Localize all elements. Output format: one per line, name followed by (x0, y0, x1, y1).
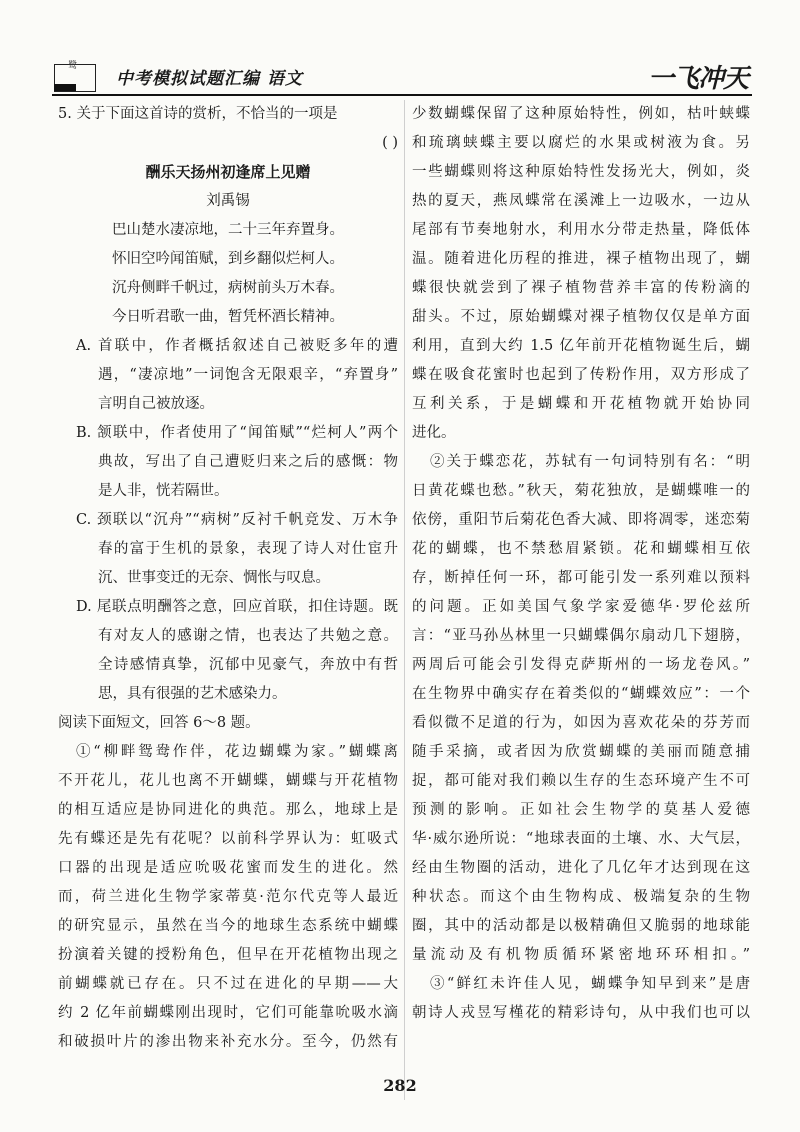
passage-line: 朝诗人戎昱写槿花的精彩诗句，从中我们也可以 (412, 1005, 750, 1021)
passage-line: 扮演着关键的授粉角色，但早在开花植物出现之 (58, 947, 398, 963)
passage-line: 随手采摘，或者因为欣赏蝴蝶的美丽而随意捕 (412, 744, 750, 760)
poem-author: 刘禹锡 (206, 193, 250, 209)
poem-line: 巴山楚水凄凉地，二十三年弃置身。 (112, 222, 344, 238)
passage-line: 的研究显示，虽然在当今的地球生态系统中蝴蝶 (58, 918, 398, 934)
passage-line: 少数蝴蝶保留了这种原始特性，例如，枯叶蛱蝶 (412, 106, 750, 122)
option-b-line: 是人非，恍若隔世。 (98, 483, 229, 499)
series-brand: 一飞冲天 (647, 64, 748, 94)
option-d-line: 全诗感情真挚，沉郁中见豪气，奔放中有哲 (98, 657, 398, 673)
poem-title: 酬乐天扬州初逢席上见赠 (145, 163, 311, 181)
passage-line: 不开花儿，花儿也离不开蝴蝶，蝴蝶与开花植物 (58, 773, 398, 789)
passage-line: ②关于蝶恋花，苏轼有一句词特别有名：“明 (430, 454, 750, 470)
passage-line: 花的蝴蝶，也不禁愁眉紧锁。花和蝴蝶相互依 (412, 541, 750, 557)
logo-text: 鹭 (68, 61, 78, 71)
option-c: C. 颈联以“沉舟”“病树”反衬千帆竞发、万木争 (76, 512, 398, 528)
passage-line: 口器的出现是适应吮吸花蜜而发生的进化。然 (58, 860, 398, 876)
passage-line: 量流动及有机物质循环紧密地环环相扣。” (412, 947, 750, 963)
passage-line: ③“鲜红未许佳人见，蝴蝶争知早到来”是唐 (430, 976, 750, 992)
option-d: D. 尾联点明酬答之意，回应首联，扣住诗题。既 (76, 599, 398, 615)
passage-line: 甜头。不过，原始蝴蝶对裸子植物仅仅是单方面 (412, 309, 750, 325)
option-a: A. 首联中，作者概括叙述自己被贬多年的遭 (76, 338, 398, 354)
passage-line: 圈，其中的活动都是以极精确但又脆弱的地球能 (412, 918, 750, 934)
option-c-line: 沉、世事变迁的无奈、惆怅与叹息。 (98, 570, 330, 586)
option-d-line: 思，具有很强的艺术感染力。 (98, 686, 287, 702)
passage-line: 互利关系，于是蝴蝶和开花植物就开始协同 (412, 396, 750, 412)
book-logo-icon (54, 61, 98, 92)
passage-line: 而，荷兰进化生物学家蒂莫·范尔代克等人最近 (58, 889, 398, 905)
passage-line: 利用，直到大约 1.5 亿年前开花植物诞生后，蝴 (412, 338, 750, 354)
option-a-line: 言明自己被放逐。 (98, 396, 214, 412)
passage-line: 蝶很快就尝到了裸子植物营养丰富的传粉滴的 (412, 280, 750, 296)
question-5-stem: 5. 关于下面这首诗的赏析，不恰当的一项是 (58, 106, 338, 122)
passage-line: 言：“亚马孙丛林里一只蝴蝶偶尔扇动几下翅膀， (412, 628, 750, 644)
passage-line: 一些蝴蝶则将这种原始特性发扬光大，例如，炎 (412, 164, 750, 180)
passage-line: 依傍，重阳节后菊花色香大减、即将凋零，迷恋菊 (412, 512, 750, 528)
reading-intro: 阅读下面短文，回答 6～8 题。 (58, 715, 260, 731)
answer-parentheses: ( ) (382, 135, 398, 151)
passage-line: 存，断掉任何一环，都可能引发一系列难以预料 (412, 570, 750, 586)
passage-line: 预测的影响。正如社会生物学的莫基人爱德 (412, 802, 750, 818)
passage-line: 进化。 (412, 425, 456, 441)
option-c-line: 春的富于生机的景象，表现了诗人对仕宦升 (98, 541, 398, 557)
passage-line: ①“柳畔鸳鸯作伴，花边蝴蝶为家。”蝴蝶离 (76, 744, 398, 760)
right-column (412, 100, 750, 1028)
passage-line: 华·威尔逊所说：“地球表面的土壤、水、大气层， (412, 831, 750, 847)
passage-line: 的问题。正如美国气象学家爱德华·罗伦兹所 (412, 599, 750, 615)
logo-bar (54, 84, 76, 91)
passage-line: 看似微不足道的行为，如因为喜欢花朵的芬芳而 (412, 715, 750, 731)
passage-line: 尾部有节奏地射水，利用水分带走热量，降低体 (412, 222, 750, 238)
column-divider (404, 100, 405, 1100)
passage-line: 温。随着进化历程的推进，裸子植物出现了，蝴 (412, 251, 750, 267)
header-rule (52, 94, 752, 96)
poem-line: 今日听君歌一曲，暂凭杯酒长精神。 (112, 309, 344, 325)
left-column (58, 100, 398, 1057)
option-a-line: 遇，“凄凉地”一词饱含无限艰辛，“弃置身” (98, 367, 398, 383)
poem-line: 沉舟侧畔千帆过，病树前头万木春。 (112, 280, 344, 296)
option-d-line: 有对友人的感谢之情，也表达了共勉之意。 (98, 628, 398, 644)
passage-line: 种状态。而这个由生物构成、极端复杂的生物 (412, 889, 750, 905)
page-header (52, 58, 752, 96)
passage-line: 和破损叶片的渗出物来补充水分。至今，仍然有 (58, 1034, 398, 1050)
passage-line: 日黄花蝶也愁。”秋天，菊花独放，是蝴蝶唯一的 (412, 483, 750, 499)
passage-line: 先有蝶还是先有花呢？以前科学界认为：虹吸式 (58, 831, 398, 847)
passage-line: 热的夏天，燕凤蝶常在溪滩上一边吸水，一边从 (412, 193, 750, 209)
page-number: 282 (383, 1076, 417, 1095)
passage-line: 经由生物圈的活动，进化了几亿年才达到现在这 (412, 860, 750, 876)
passage-line: 的相互适应是协同进化的典范。那么，地球上是 (58, 802, 398, 818)
poem-line: 怀旧空吟闻笛赋，到乡翻似烂柯人。 (112, 251, 344, 267)
passage-line: 在生物界中确实存在着类似的“蝴蝶效应”：一个 (412, 686, 750, 702)
passage-line: 蝶在吸食花蜜时也起到了传粉作用，双方形成了 (412, 367, 750, 383)
passage-line: 两周后可能会引发得克萨斯州的一场龙卷风。” (412, 657, 750, 673)
passage-line: 和琉璃蛱蝶主要以腐烂的水果或树液为食。另 (412, 135, 750, 151)
passage-line: 前蝴蝶就已存在。只不过在进化的早期——大 (58, 976, 398, 992)
option-b: B. 颔联中，作者使用了“闻笛赋”“烂柯人”两个 (76, 425, 398, 441)
passage-line: 捉，都可能对我们赖以生存的生态环境产生不可 (412, 773, 750, 789)
book-title: 中考模拟试题汇编 语文 (116, 69, 303, 89)
option-b-line: 典故，写出了自己遭贬归来之后的感慨：物 (98, 454, 398, 470)
passage-line: 约 2 亿年前蝴蝶刚出现时，它们可能靠吮吸水滴 (58, 1005, 398, 1021)
